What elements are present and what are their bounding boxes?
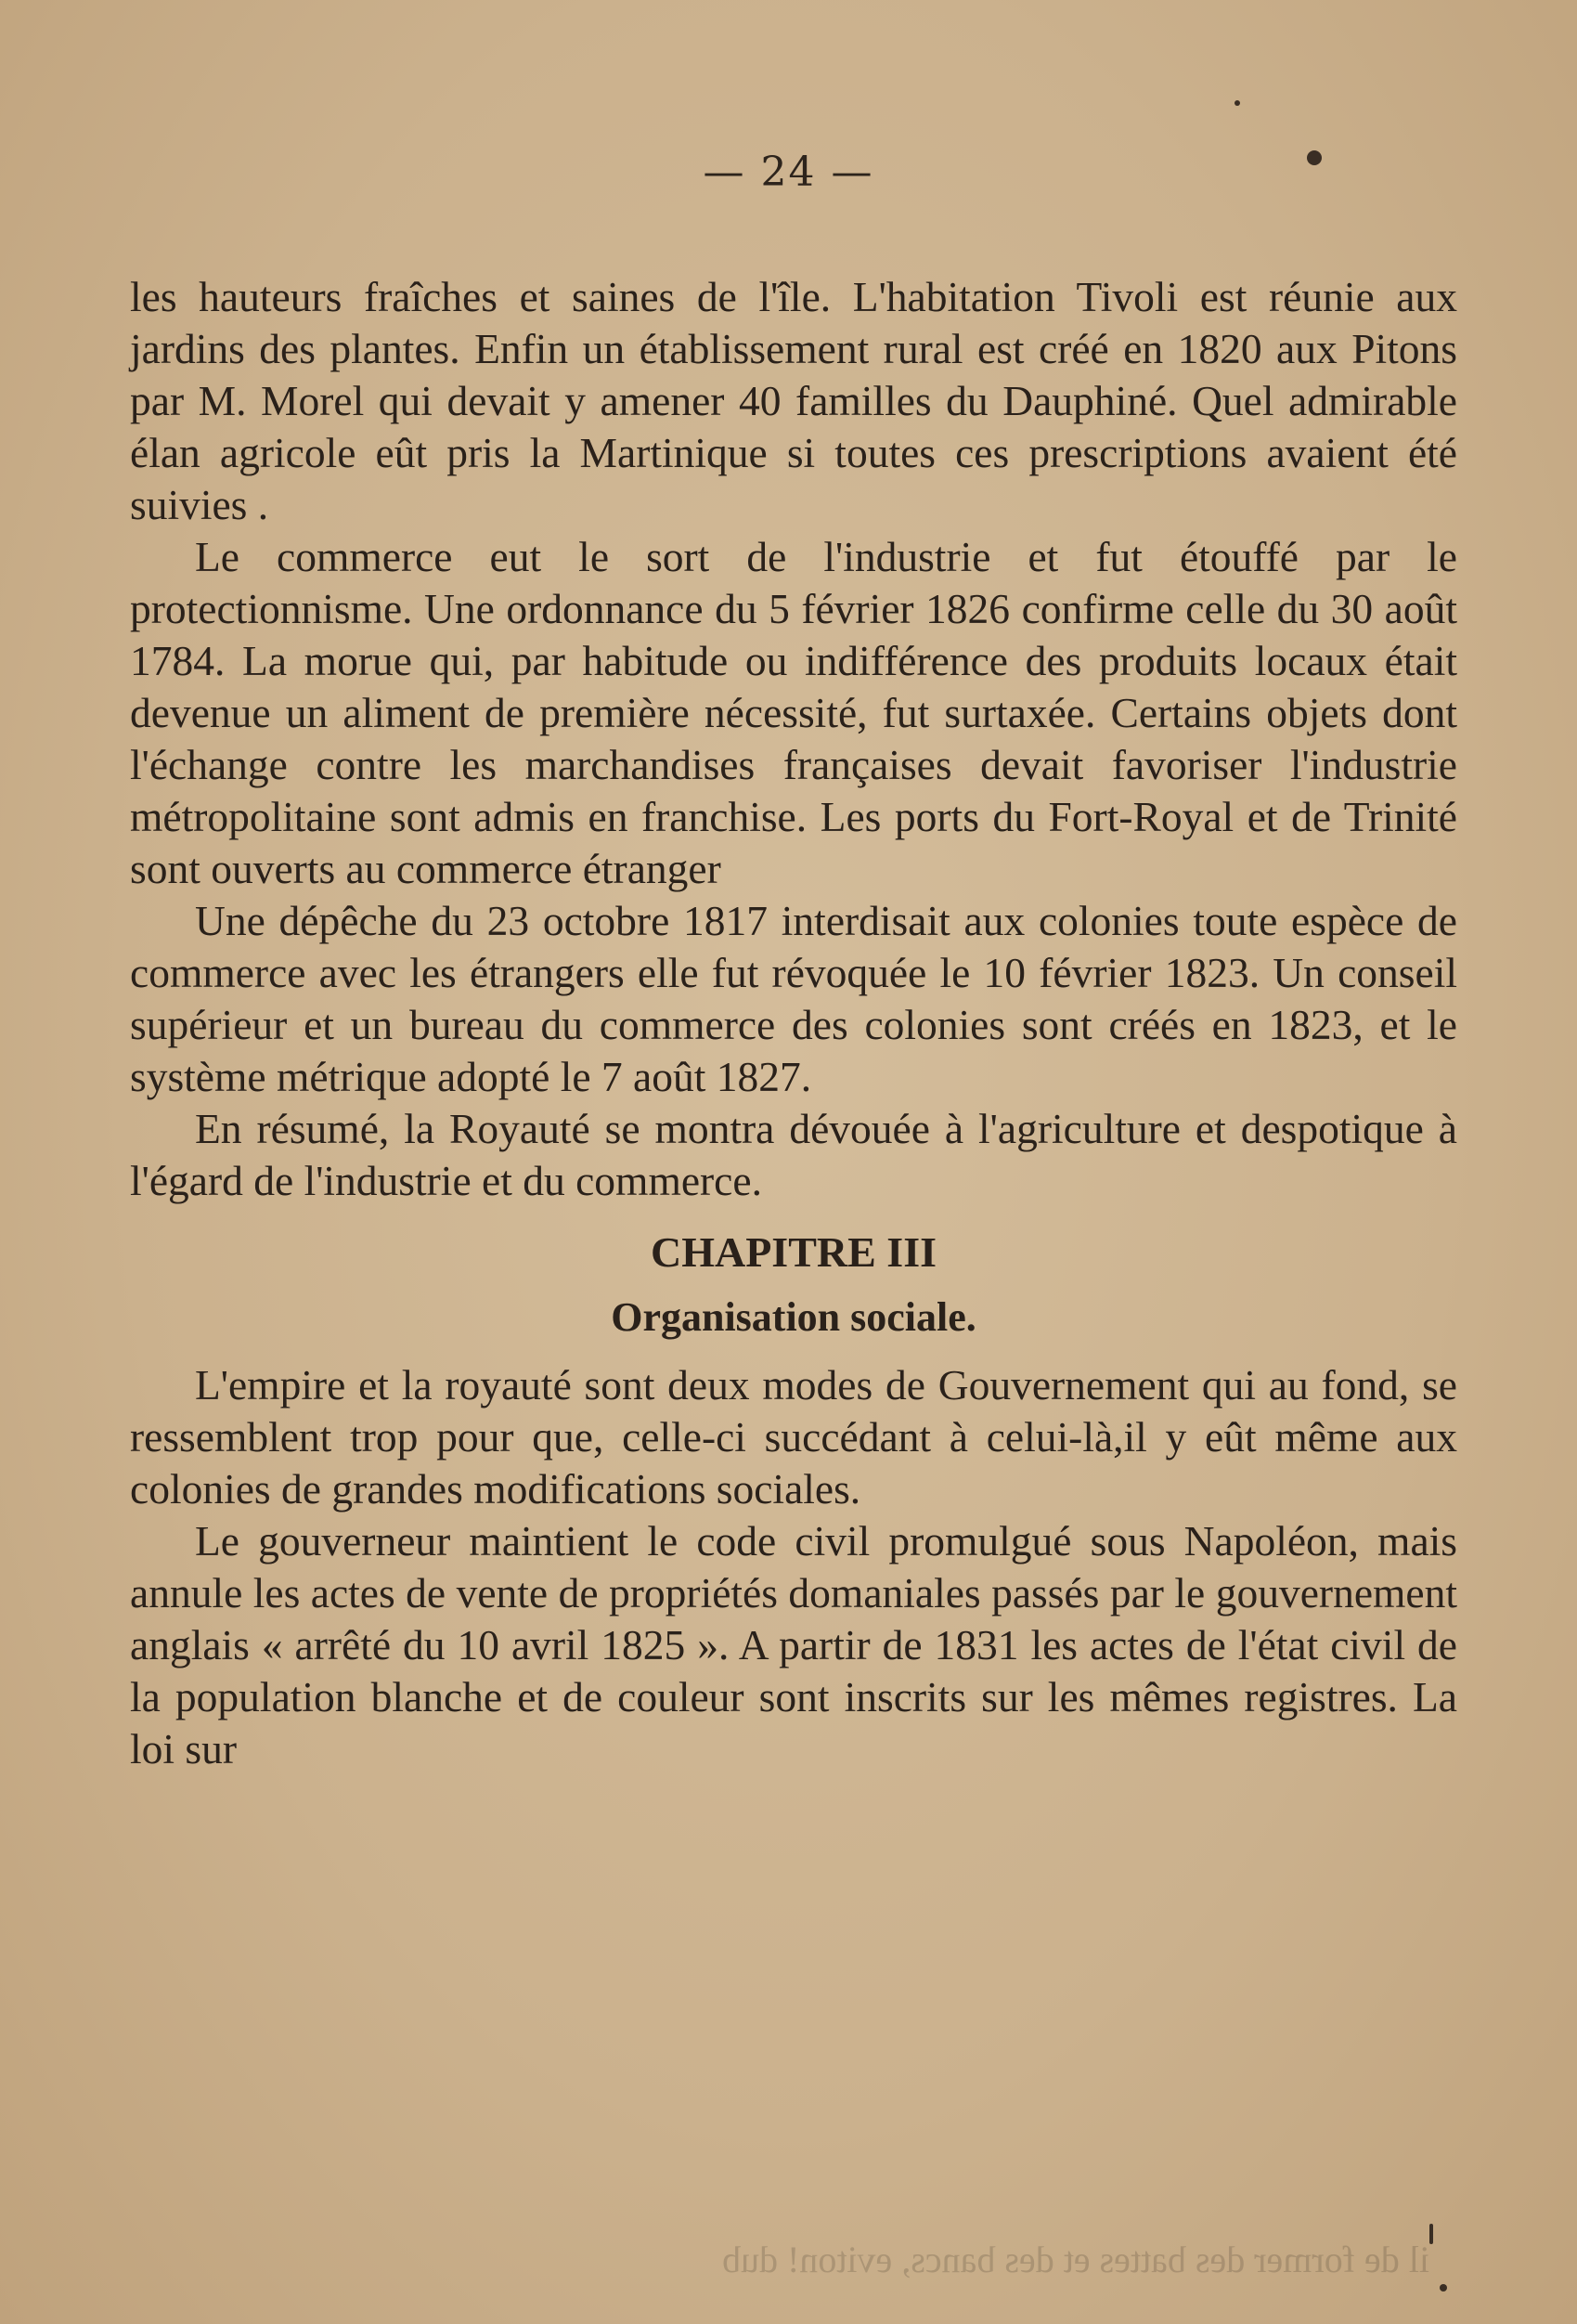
page-number: — 24 — [703,149,874,196]
paragraph-gouverneur: Le gouverneur maintient le code civil promulgué sous Napoléon, mais annule les actes de vente de propriétés domaniales passés par le gouvernement anglais « arrêté du 10 avril 1825 ». A partir de 1831 les actes de l'état civil de la population blanche et de couleur sont inscrits sur les mêmes registres. La loi sur [130,1517,1457,1772]
body-text [130,271,1457,1775]
paragraph-resume: En résumé, la Royauté se montra dévouée à l'agriculture et despotique à l'égard de l'industrie et du commerce. [130,1105,1457,1204]
paper-speck [1234,100,1240,106]
paragraph-commerce: Le commerce eut le sort de l'industrie et fut étouffé par le protectionnisme. Une ordonnance du 5 février 1826 confirme celle du 30 août 1784. La morue qui, par habitude ou indifférence des produits locaux était devenue un aliment de première nécessité, fut surtaxée. Certains objets dont l'échange contre les marchandises françaises devait favoriser l'industrie métropolitaine sont admis en franchise. Les ports du Fort-Royal et de Trinité sont ouverts au commerce étranger [130,533,1457,892]
bleed-through-text: il de former des battes et des bancs, eviton! dub [722,2239,1429,2280]
chapter-title: CHAPITRE III [650,1228,937,1276]
paper-speck [1429,2224,1433,2244]
paragraph-depeche: Une dépêche du 23 octobre 1817 interdisait aux colonies toute espèce de commerce avec les étrangers elle fut révoquée le 10 février 1823. Un conseil supérieur et un bureau du commerce des colonies sont créés en 1823, et le système métrique adopté le 7 août 1827. [130,897,1457,1100]
paragraph-empire-royaute: L'empire et la royauté sont deux modes de Gouvernement qui au fond, se ressemblent trop pour que, celle-ci succédant à celui-là,il y eût même aux colonies de grandes modifications sociales. [130,1361,1457,1513]
section-title: Organisation sociale. [611,1294,976,1340]
paper-speck [1440,2284,1447,2292]
paper-speck [1307,150,1322,165]
paragraph-habitations: les hauteurs fraîches et saines de l'île. L'habitation Tivoli est réunie aux jardins des plantes. Enfin un établissement rural est créé en 1820 aux Pitons par M. Morel qui devait y amener 40 familles du Dauphiné. Quel admirable élan agricole eût pris la Martinique si toutes ces prescriptions avaient été suivies . [130,273,1457,528]
